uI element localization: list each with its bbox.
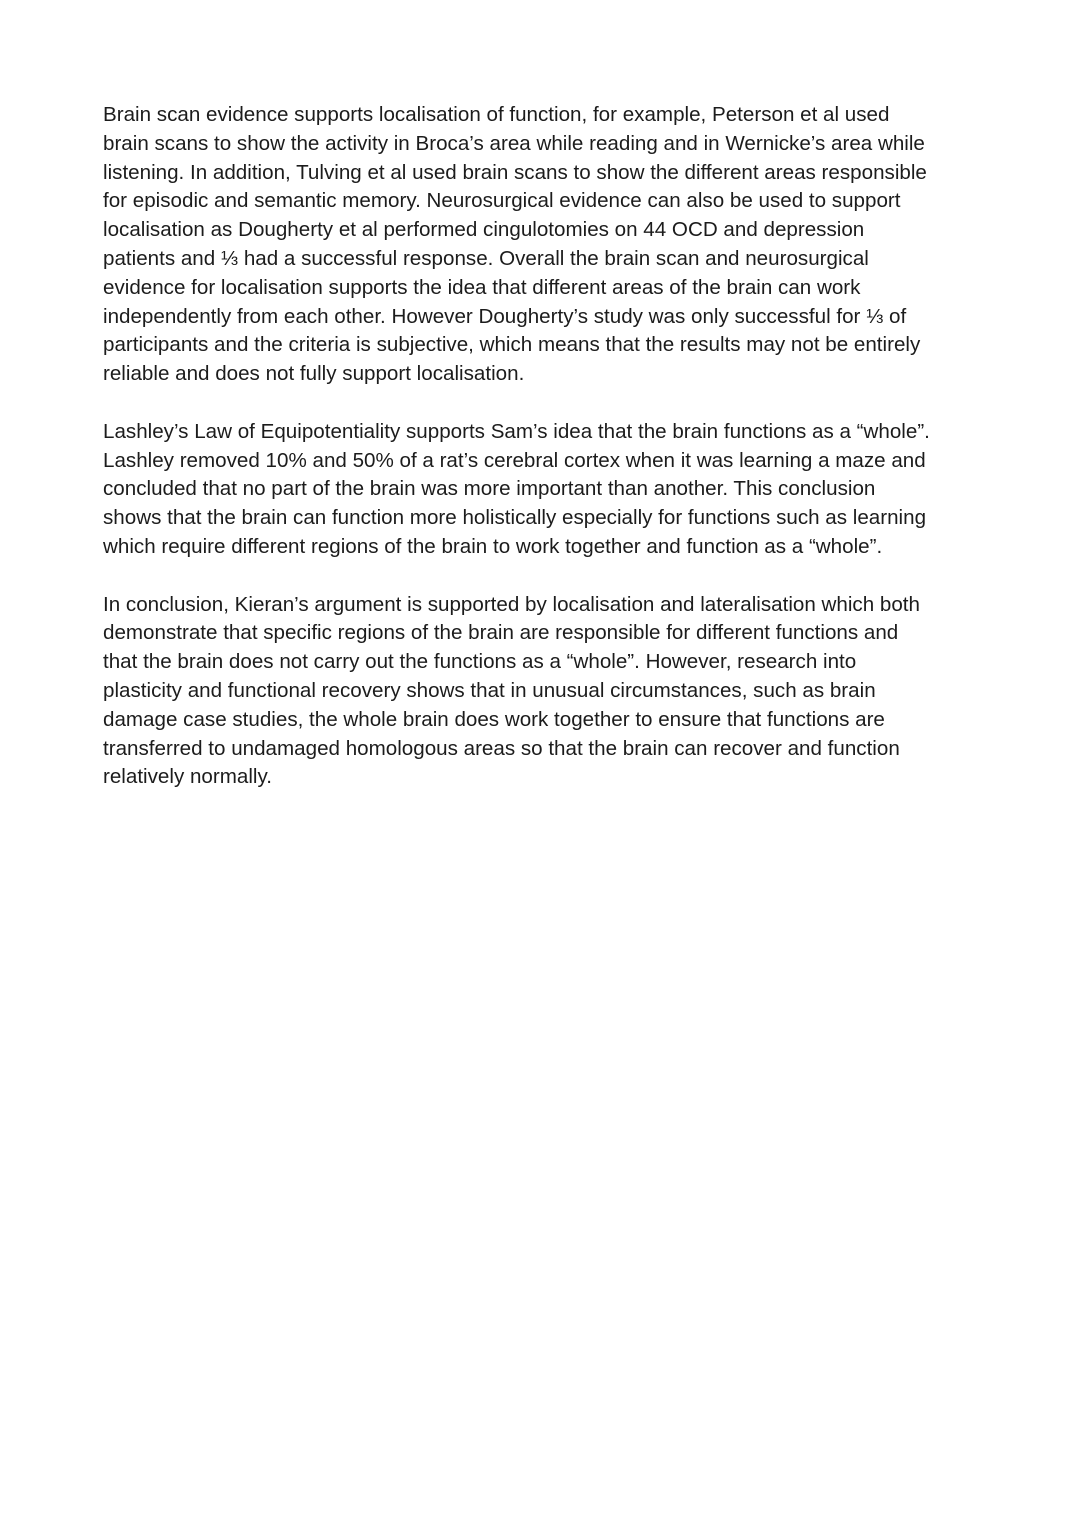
text-line: reliable and does not fully support localisation. (103, 362, 525, 386)
text-line: shows that the brain can function more holistically especially for functions such as learning (103, 506, 927, 530)
text-line: plasticity and functional recovery shows that in unusual circumstances, such as brain (103, 678, 876, 702)
text-line: that the brain does not carry out the functions as a “whole”. However, research into (103, 650, 857, 674)
text-line: patients and ⅓ had a successful response. Overall the brain scan and neurosurgical (103, 246, 869, 270)
document-body (103, 101, 983, 792)
text-line: transferred to undamaged homologous areas so that the brain can recover and function (103, 736, 900, 760)
text-line: brain scans to show the activity in Broca’s area while reading and in Wernicke’s area while (103, 131, 925, 155)
text-line: independently from each other. However Dougherty’s study was only successful for ⅓ of (103, 304, 907, 328)
text-line: which require different regions of the brain to work together and function as a “whole”. (103, 534, 883, 558)
paragraph-equipotentiality (103, 418, 983, 562)
text-line: participants and the criteria is subjective, which means that the results may not be entirely (103, 333, 921, 357)
text-line: damage case studies, the whole brain does work together to ensure that functions are (103, 707, 885, 731)
text-line: localisation as Dougherty et al performed cingulotomies on 44 OCD and depression (103, 218, 865, 242)
text-line: Brain scan evidence supports localisation of function, for example, Peterson et al used (103, 103, 890, 126)
text-line: relatively normally. (103, 765, 272, 789)
text-line: for episodic and semantic memory. Neurosurgical evidence can also be used to support (103, 189, 901, 213)
text-line: evidence for localisation supports the idea that different areas of the brain can work (103, 275, 861, 299)
text-line: Lashley removed 10% and 50% of a rat’s cerebral cortex when it was learning a maze and (103, 448, 926, 472)
text-line: listening. In addition, Tulving et al used brain scans to show the different areas responsible (103, 160, 927, 184)
text-line: demonstrate that specific regions of the brain are responsible for different functions and (103, 621, 899, 645)
text-line: concluded that no part of the brain was more important than another. This conclusion (103, 477, 876, 501)
text-line: In conclusion, Kieran’s argument is supported by localisation and lateralisation which both (103, 592, 920, 616)
paragraph-localisation-evidence (103, 101, 983, 389)
text-line: Lashley’s Law of Equipotentiality supports Sam’s idea that the brain functions as a “whole”. (103, 419, 930, 443)
paragraph-conclusion (103, 591, 983, 793)
